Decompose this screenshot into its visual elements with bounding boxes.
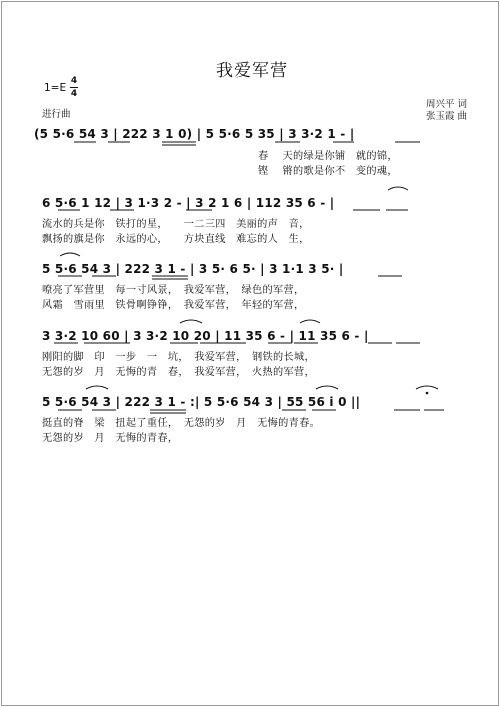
system-2-lyric-verse-2: 飘扬的旗是你 永远的心， 方块直线 难忘的人 生，: [42, 234, 310, 245]
lyricist-credit: 周兴平 词: [426, 99, 468, 110]
tempo-marking: 进行曲: [42, 109, 71, 120]
system-1-lyric-verse-1: 春 天的绿是你铺 就的锦，: [258, 151, 398, 162]
score-sheet: [1, 1, 499, 706]
system-4-lyric-verse-1: 刚阳的脚 印 一步 一 坑， 我爱军营， 钢铁的长城，: [42, 352, 315, 363]
system-5-notes: 5 5·6 54 3 | 222 3 1 - :| 5 5·6 54 3 | 55 56 i 0 ||: [42, 395, 361, 409]
system-2-lyric-verse-1: 流水的兵是你 铁打的星， 一二三四 美丽的声 音，: [42, 219, 310, 230]
composer-credit: 张玉霞 曲: [426, 111, 468, 122]
system-3-notes: 5 5·6 54 3 | 222 3 1 - | 3 5· 6 5· | 3 1·1 3 5· |: [42, 262, 344, 276]
system-3-lyric-verse-1: 嘹亮了军营里 每一寸风景， 我爱军营， 绿色的军营，: [42, 285, 305, 296]
time-signature: [70, 76, 78, 99]
time-numerator: 4: [70, 76, 78, 86]
system-3-lyric-verse-2: 风霜 雪雨里 铁骨啊铮铮， 我爱军营， 年轻的军营，: [42, 300, 305, 311]
system-1-lyric-verse-2: 铿 锵的歌是你不 变的魂，: [258, 166, 398, 177]
system-1-notes: (5 5·6 54 3 | 222 3 1 0) | 5 5·6 5 35 | 3 3·2 1 - |: [34, 127, 355, 141]
time-denominator: 4: [70, 89, 78, 99]
key-signature: 1=E: [44, 82, 67, 94]
system-2-notes: 6 5·6 1 12 | 3 1·3 2 - | 3 2 1 6 | 112 35 6 - |: [42, 196, 335, 210]
system-4-lyric-verse-2: 无怨的岁 月 无悔的青 春， 我爱军营， 火热的军营，: [42, 367, 315, 378]
system-4-notes: 3 3·2 10 60 | 3 3·2 10 20 | 11 35 6 - | 11 35 6 - |: [42, 329, 369, 343]
song-title: 我爱军营: [216, 61, 288, 81]
system-5-lyric-verse-1: 挺直的脊 梁 扭起了重任， 无怨的岁 月 无悔的青春。: [42, 418, 321, 429]
system-5-lyric-verse-2: 无怨的岁 月 无悔的青春，: [42, 433, 179, 444]
